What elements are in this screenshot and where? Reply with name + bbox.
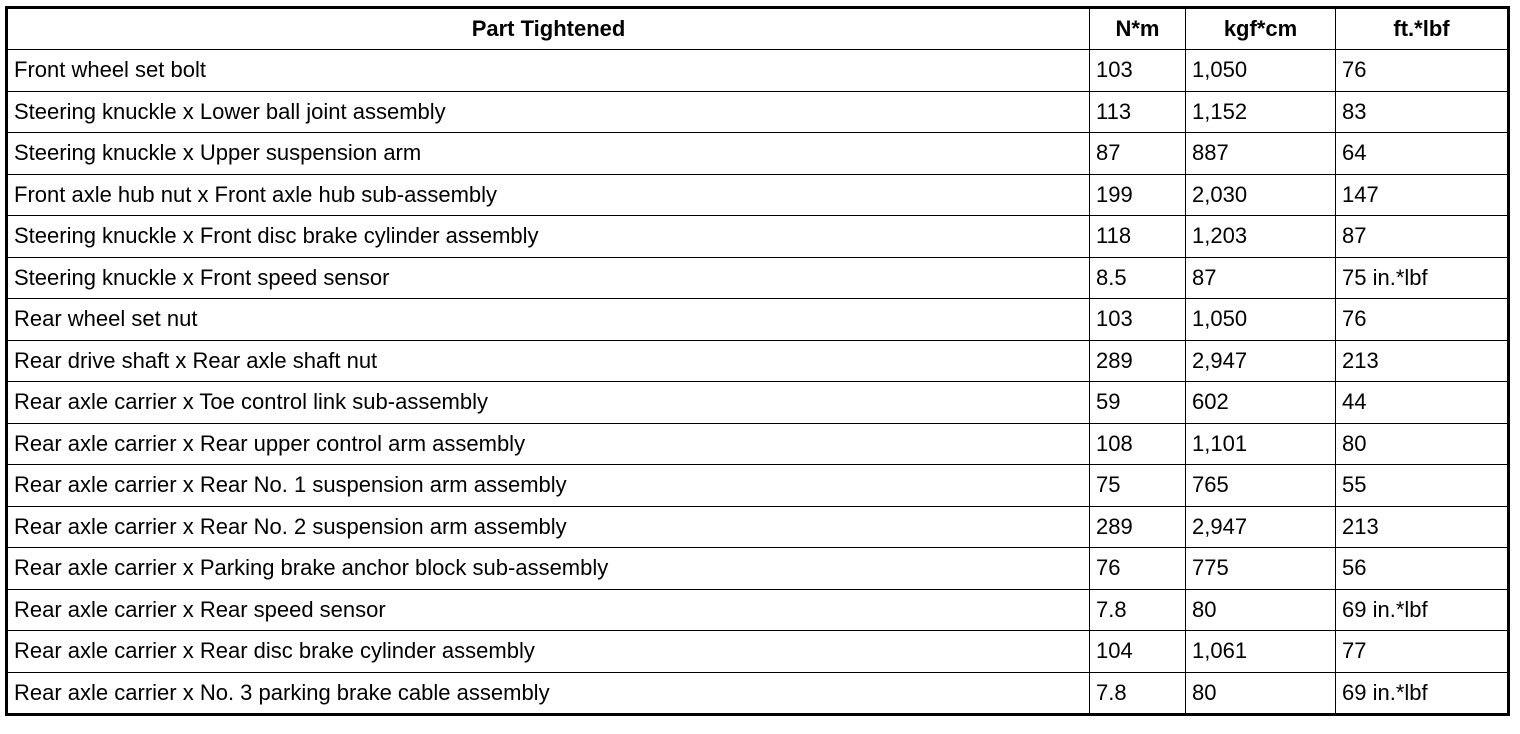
nm-cell: 199 [1090, 174, 1186, 216]
table-row [7, 216, 1509, 258]
table-row [7, 672, 1509, 715]
ft-lbf-cell: 44 [1336, 382, 1509, 424]
table-row [7, 506, 1509, 548]
ft-lbf-cell: 147 [1336, 174, 1509, 216]
part-cell: Front wheel set bolt [7, 50, 1090, 92]
torque-specification-table [5, 6, 1510, 716]
nm-cell: 103 [1090, 50, 1186, 92]
part-cell: Steering knuckle x Front speed sensor [7, 257, 1090, 299]
kgf-cm-cell: 765 [1186, 465, 1336, 507]
nm-cell: 113 [1090, 91, 1186, 133]
part-cell: Rear axle carrier x Toe control link sub-assembly [7, 382, 1090, 424]
nm-cell: 7.8 [1090, 589, 1186, 631]
kgf-cm-cell: 602 [1186, 382, 1336, 424]
kgf-cm-cell: 80 [1186, 672, 1336, 715]
table-row [7, 465, 1509, 507]
kgf-cm-cell: 1,203 [1186, 216, 1336, 258]
table-row [7, 91, 1509, 133]
nm-cell: 75 [1090, 465, 1186, 507]
kgf-cm-cell: 2,030 [1186, 174, 1336, 216]
nm-cell: 87 [1090, 133, 1186, 175]
kgf-cm-cell: 1,061 [1186, 631, 1336, 673]
ft-lbf-cell: 69 in.*lbf [1336, 672, 1509, 715]
nm-cell: 76 [1090, 548, 1186, 590]
nm-cell: 289 [1090, 506, 1186, 548]
ft-lbf-cell: 213 [1336, 340, 1509, 382]
kgf-cm-cell: 1,050 [1186, 299, 1336, 341]
nm-cell: 7.8 [1090, 672, 1186, 715]
ft-lbf-cell: 75 in.*lbf [1336, 257, 1509, 299]
kgf-cm-cell: 887 [1186, 133, 1336, 175]
part-cell: Rear axle carrier x Parking brake anchor block sub-assembly [7, 548, 1090, 590]
part-cell: Rear wheel set nut [7, 299, 1090, 341]
part-cell: Rear axle carrier x No. 3 parking brake cable assembly [7, 672, 1090, 715]
part-cell: Rear axle carrier x Rear No. 2 suspension arm assembly [7, 506, 1090, 548]
header-newton-meter: N*m [1090, 8, 1186, 50]
kgf-cm-cell: 80 [1186, 589, 1336, 631]
part-cell: Rear axle carrier x Rear speed sensor [7, 589, 1090, 631]
table-body [7, 50, 1509, 715]
table-header [7, 8, 1509, 50]
ft-lbf-cell: 64 [1336, 133, 1509, 175]
table-row [7, 548, 1509, 590]
nm-cell: 103 [1090, 299, 1186, 341]
kgf-cm-cell: 87 [1186, 257, 1336, 299]
ft-lbf-cell: 69 in.*lbf [1336, 589, 1509, 631]
header-ft-lbf: ft.*lbf [1336, 8, 1509, 50]
part-cell: Rear axle carrier x Rear disc brake cylinder assembly [7, 631, 1090, 673]
table-row [7, 133, 1509, 175]
table-row [7, 174, 1509, 216]
nm-cell: 104 [1090, 631, 1186, 673]
ft-lbf-cell: 77 [1336, 631, 1509, 673]
nm-cell: 108 [1090, 423, 1186, 465]
ft-lbf-cell: 87 [1336, 216, 1509, 258]
table-row [7, 423, 1509, 465]
ft-lbf-cell: 56 [1336, 548, 1509, 590]
table-row [7, 257, 1509, 299]
part-cell: Steering knuckle x Front disc brake cylinder assembly [7, 216, 1090, 258]
table-row [7, 589, 1509, 631]
header-kgf-cm: kgf*cm [1186, 8, 1336, 50]
ft-lbf-cell: 76 [1336, 299, 1509, 341]
kgf-cm-cell: 2,947 [1186, 506, 1336, 548]
nm-cell: 118 [1090, 216, 1186, 258]
ft-lbf-cell: 80 [1336, 423, 1509, 465]
header-row [7, 8, 1509, 50]
part-cell: Steering knuckle x Upper suspension arm [7, 133, 1090, 175]
table-row [7, 340, 1509, 382]
part-cell: Steering knuckle x Lower ball joint assembly [7, 91, 1090, 133]
part-cell: Rear drive shaft x Rear axle shaft nut [7, 340, 1090, 382]
table-row [7, 50, 1509, 92]
kgf-cm-cell: 1,152 [1186, 91, 1336, 133]
ft-lbf-cell: 213 [1336, 506, 1509, 548]
nm-cell: 289 [1090, 340, 1186, 382]
kgf-cm-cell: 1,101 [1186, 423, 1336, 465]
header-part-tightened: Part Tightened [7, 8, 1090, 50]
ft-lbf-cell: 55 [1336, 465, 1509, 507]
table-row [7, 382, 1509, 424]
nm-cell: 59 [1090, 382, 1186, 424]
table-row [7, 299, 1509, 341]
ft-lbf-cell: 83 [1336, 91, 1509, 133]
kgf-cm-cell: 775 [1186, 548, 1336, 590]
part-cell: Rear axle carrier x Rear No. 1 suspension arm assembly [7, 465, 1090, 507]
part-cell: Front axle hub nut x Front axle hub sub-assembly [7, 174, 1090, 216]
nm-cell: 8.5 [1090, 257, 1186, 299]
kgf-cm-cell: 1,050 [1186, 50, 1336, 92]
ft-lbf-cell: 76 [1336, 50, 1509, 92]
table-row [7, 631, 1509, 673]
kgf-cm-cell: 2,947 [1186, 340, 1336, 382]
part-cell: Rear axle carrier x Rear upper control arm assembly [7, 423, 1090, 465]
